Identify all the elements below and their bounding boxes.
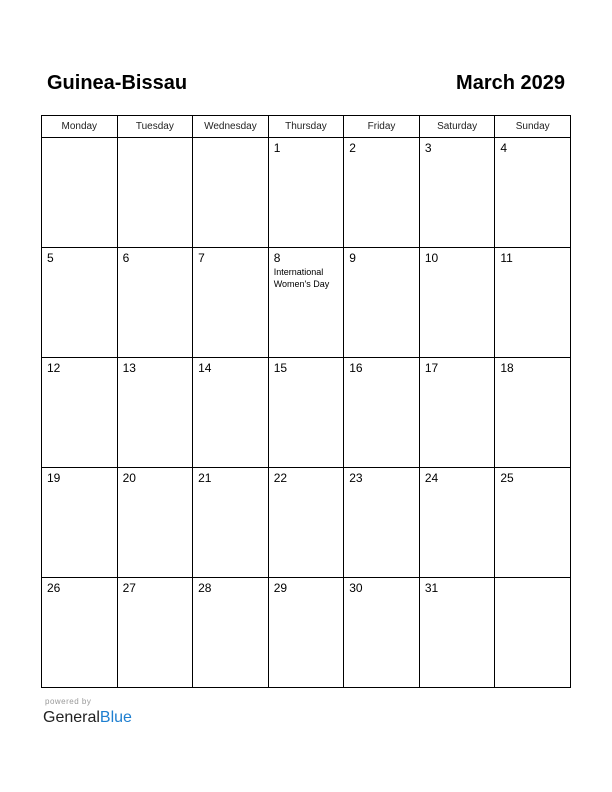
day-cell xyxy=(495,578,571,688)
day-cell xyxy=(193,248,269,358)
day-cell xyxy=(117,578,193,688)
day-number: 20 xyxy=(122,471,136,485)
day-cell xyxy=(42,248,118,358)
day-number: 9 xyxy=(349,251,356,265)
weekday-header: Sunday xyxy=(495,116,571,138)
day-cell xyxy=(268,248,344,358)
day-cell xyxy=(193,468,269,578)
day-cell xyxy=(268,578,344,688)
day-cell xyxy=(193,578,269,688)
month-title: March 2029 xyxy=(456,72,565,94)
brand-general-text: General xyxy=(43,709,100,726)
day-number: 3 xyxy=(424,141,432,155)
day-number xyxy=(118,138,193,142)
brand-logo[interactable] xyxy=(43,709,132,727)
day-number: 7 xyxy=(198,251,205,265)
day-number xyxy=(495,578,570,582)
weekday-header: Friday xyxy=(344,116,420,138)
weekday-header: Wednesday xyxy=(193,116,269,138)
weekday-header: Thursday xyxy=(268,116,344,138)
day-number: 1 xyxy=(273,141,281,155)
day-number: 27 xyxy=(122,581,136,595)
day-cell xyxy=(495,248,571,358)
day-number xyxy=(193,138,268,142)
day-cell xyxy=(117,138,193,248)
day-number: 22 xyxy=(273,471,288,485)
day-cell xyxy=(344,578,420,688)
week-row xyxy=(42,248,571,358)
day-number: 8 xyxy=(273,251,281,265)
day-cell xyxy=(268,468,344,578)
day-number: 21 xyxy=(198,471,212,485)
day-cell xyxy=(419,248,495,358)
day-cell xyxy=(344,358,420,468)
day-cell xyxy=(495,358,571,468)
day-number: 10 xyxy=(424,251,439,265)
day-cell xyxy=(344,468,420,578)
day-cell xyxy=(419,468,495,578)
day-number: 28 xyxy=(198,581,212,595)
day-number: 24 xyxy=(424,471,439,485)
day-cell xyxy=(419,138,495,248)
day-number: 4 xyxy=(500,141,508,155)
day-cell xyxy=(495,468,571,578)
day-cell xyxy=(42,358,118,468)
day-number: 16 xyxy=(349,361,363,375)
day-number: 23 xyxy=(349,471,363,485)
day-cell xyxy=(193,358,269,468)
day-cell xyxy=(117,468,193,578)
day-number: 2 xyxy=(349,141,356,155)
powered-by-text: powered by xyxy=(45,697,92,706)
day-cell xyxy=(117,248,193,358)
day-number: 5 xyxy=(47,251,54,265)
day-number: 19 xyxy=(47,471,61,485)
day-cell xyxy=(42,468,118,578)
day-number: 12 xyxy=(47,361,61,375)
day-number: 18 xyxy=(500,361,514,375)
country-title: Guinea-Bissau xyxy=(47,72,188,94)
week-row xyxy=(42,138,571,248)
weekday-header: Saturday xyxy=(419,116,495,138)
day-cell xyxy=(344,248,420,358)
day-cell xyxy=(117,358,193,468)
day-number: 15 xyxy=(273,361,288,375)
week-row xyxy=(42,578,571,688)
day-number: 30 xyxy=(349,581,363,595)
day-cell xyxy=(419,358,495,468)
weekday-header: Tuesday xyxy=(117,116,193,138)
day-number: 31 xyxy=(424,581,439,595)
day-cell xyxy=(42,138,118,248)
week-row xyxy=(42,358,571,468)
day-number: 26 xyxy=(47,581,61,595)
day-cell xyxy=(268,358,344,468)
day-cell xyxy=(268,138,344,248)
day-cell xyxy=(495,138,571,248)
day-cell xyxy=(42,578,118,688)
holiday-label: International Women's Day xyxy=(273,267,330,289)
weekday-header-row xyxy=(42,116,571,138)
day-number xyxy=(42,138,117,142)
day-number: 6 xyxy=(122,251,130,265)
day-number: 13 xyxy=(122,361,136,375)
day-number: 25 xyxy=(500,471,514,485)
day-number: 14 xyxy=(198,361,212,375)
weekday-header: Monday xyxy=(42,116,118,138)
day-number: 29 xyxy=(273,581,288,595)
day-number: 17 xyxy=(424,361,439,375)
day-cell xyxy=(419,578,495,688)
brand-blue-text: Blue xyxy=(99,709,132,726)
day-cell xyxy=(344,138,420,248)
week-row xyxy=(42,468,571,578)
calendar-grid xyxy=(41,115,571,688)
day-cell xyxy=(193,138,269,248)
day-number: 11 xyxy=(500,251,513,265)
